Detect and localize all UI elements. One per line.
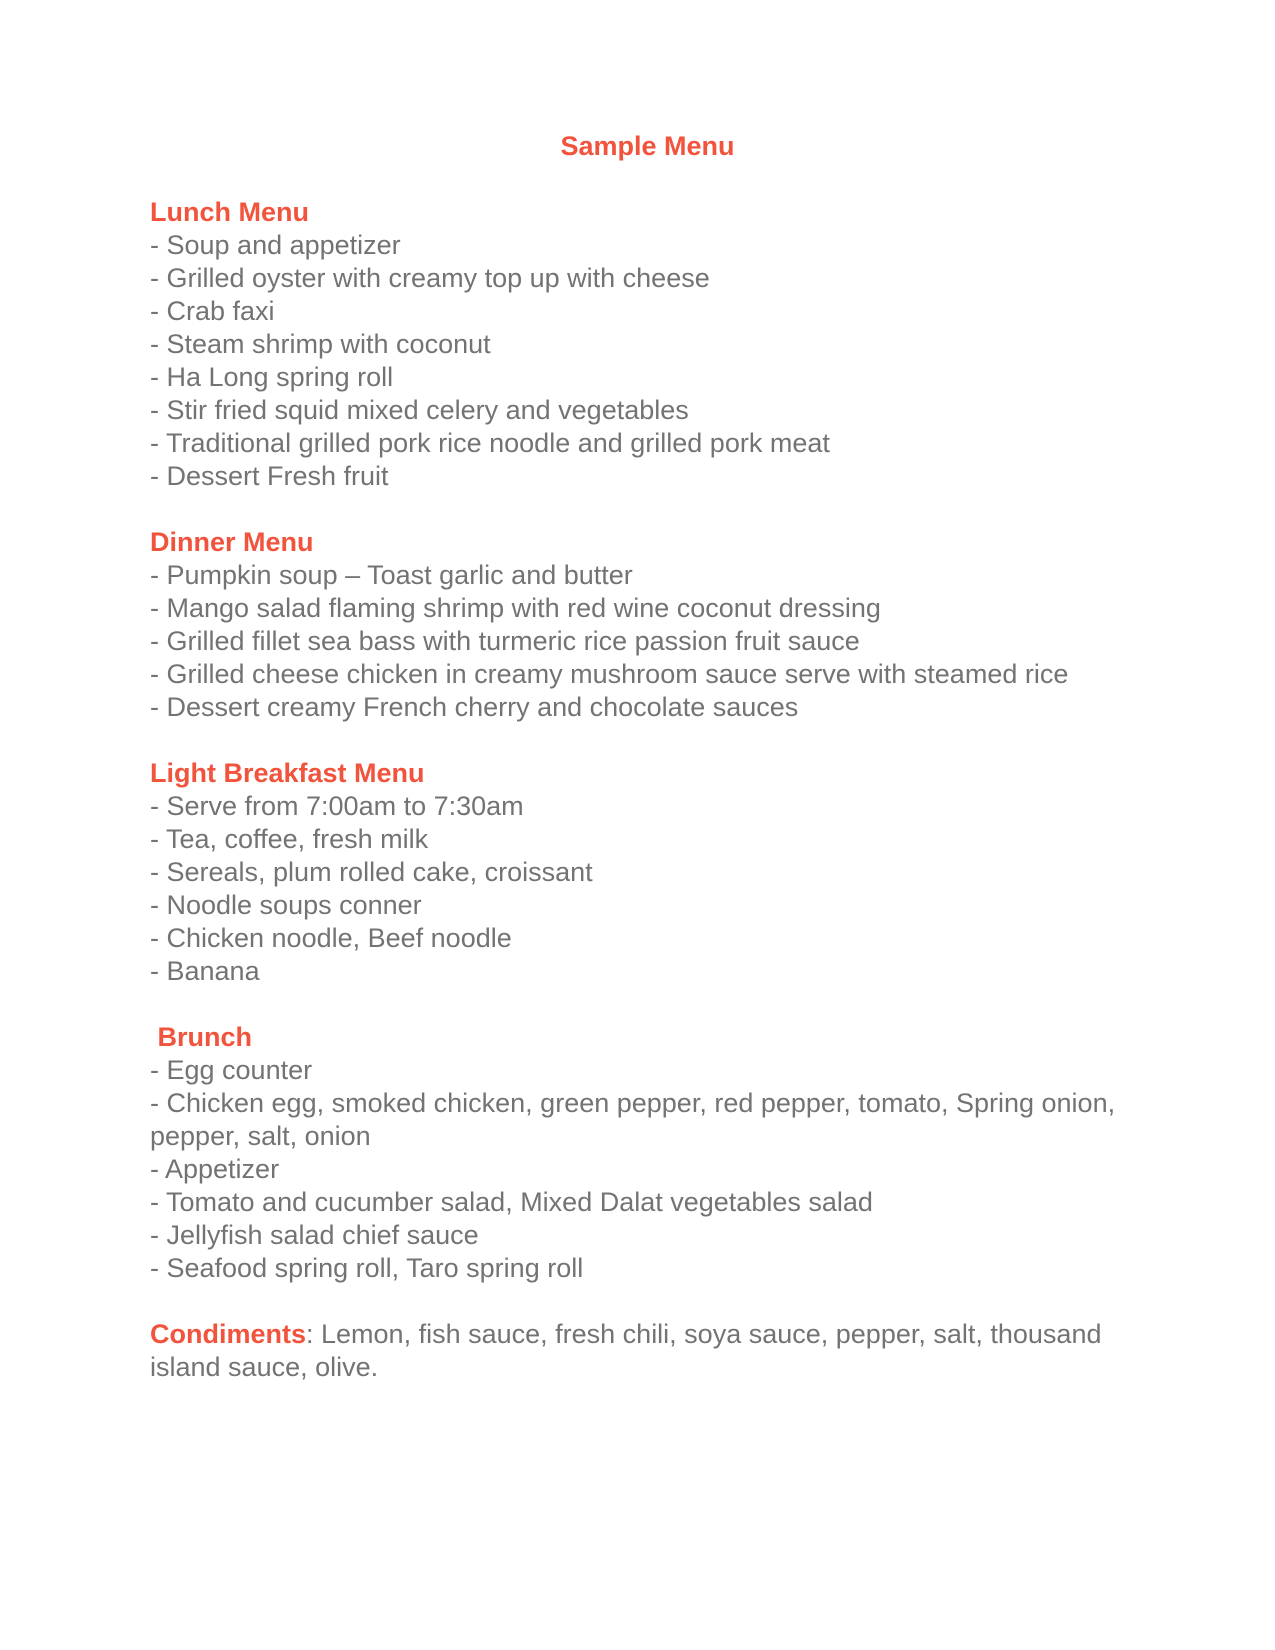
- menu-item: - Grilled oyster with creamy top up with cheese: [150, 263, 710, 293]
- menu-item: - Crab faxi: [150, 296, 275, 326]
- menu-item: - Serve from 7:00am to 7:30am: [150, 791, 524, 821]
- menu-item: - Egg counter: [150, 1055, 313, 1085]
- menu-item: - Steam shrimp with coconut: [150, 329, 491, 359]
- menu-item: - Seafood spring roll, Taro spring roll: [150, 1253, 584, 1283]
- page-title: Sample Menu: [560, 131, 735, 161]
- menu-item: - Noodle soups conner: [150, 890, 422, 920]
- menu-item: - Traditional grilled pork rice noodle and grilled pork meat: [150, 428, 830, 458]
- menu-item: - Mango salad flaming shrimp with red wine coconut dressing: [150, 593, 881, 623]
- menu-item: - Tomato and cucumber salad, Mixed Dalat vegetables salad: [150, 1187, 873, 1217]
- menu-item: - Grilled cheese chicken in creamy mushroom sauce serve with steamed rice: [150, 659, 1069, 689]
- menu-item: - Ha Long spring roll: [150, 362, 394, 392]
- menu-item: - Chicken noodle, Beef noodle: [150, 923, 512, 953]
- section-light-breakfast-menu: [150, 757, 1145, 988]
- section-heading: Dinner Menu: [150, 527, 314, 557]
- menu-item: - Sereals, plum rolled cake, croissant: [150, 857, 593, 887]
- section-heading: Brunch: [150, 1022, 253, 1052]
- menu-item: - Tea, coffee, fresh milk: [150, 824, 429, 854]
- section-heading: Lunch Menu: [150, 197, 309, 227]
- menu-item: - Chicken egg, smoked chicken, green pepper, red pepper, tomato, Spring onion, pepper, salt, onion: [150, 1088, 1116, 1151]
- menu-item: - Appetizer: [150, 1154, 280, 1184]
- menu-item: - Soup and appetizer: [150, 230, 401, 260]
- section-lunch-menu: [150, 196, 1145, 493]
- menu-item: - Stir fried squid mixed celery and vegetables: [150, 395, 689, 425]
- section-heading: Light Breakfast Menu: [150, 758, 425, 788]
- condiments-text: : Lemon, fish sauce, fresh chili, soya sauce, pepper, salt, thousand island sauce, olive.: [150, 1319, 1102, 1382]
- section-dinner-menu: [150, 526, 1145, 724]
- menu-item: - Dessert Fresh fruit: [150, 461, 389, 491]
- menu-item: - Banana: [150, 956, 260, 986]
- condiments-label: Condiments: [150, 1319, 307, 1349]
- menu-item: - Dessert creamy French cherry and chocolate sauces: [150, 692, 799, 722]
- menu-item: - Jellyfish salad chief sauce: [150, 1220, 479, 1250]
- condiments-paragraph: [150, 1318, 1145, 1384]
- menu-item: - Grilled fillet sea bass with turmeric rice passion fruit sauce: [150, 626, 860, 656]
- menu-item: - Pumpkin soup – Toast garlic and butter: [150, 560, 633, 590]
- section-brunch: [150, 1021, 1145, 1285]
